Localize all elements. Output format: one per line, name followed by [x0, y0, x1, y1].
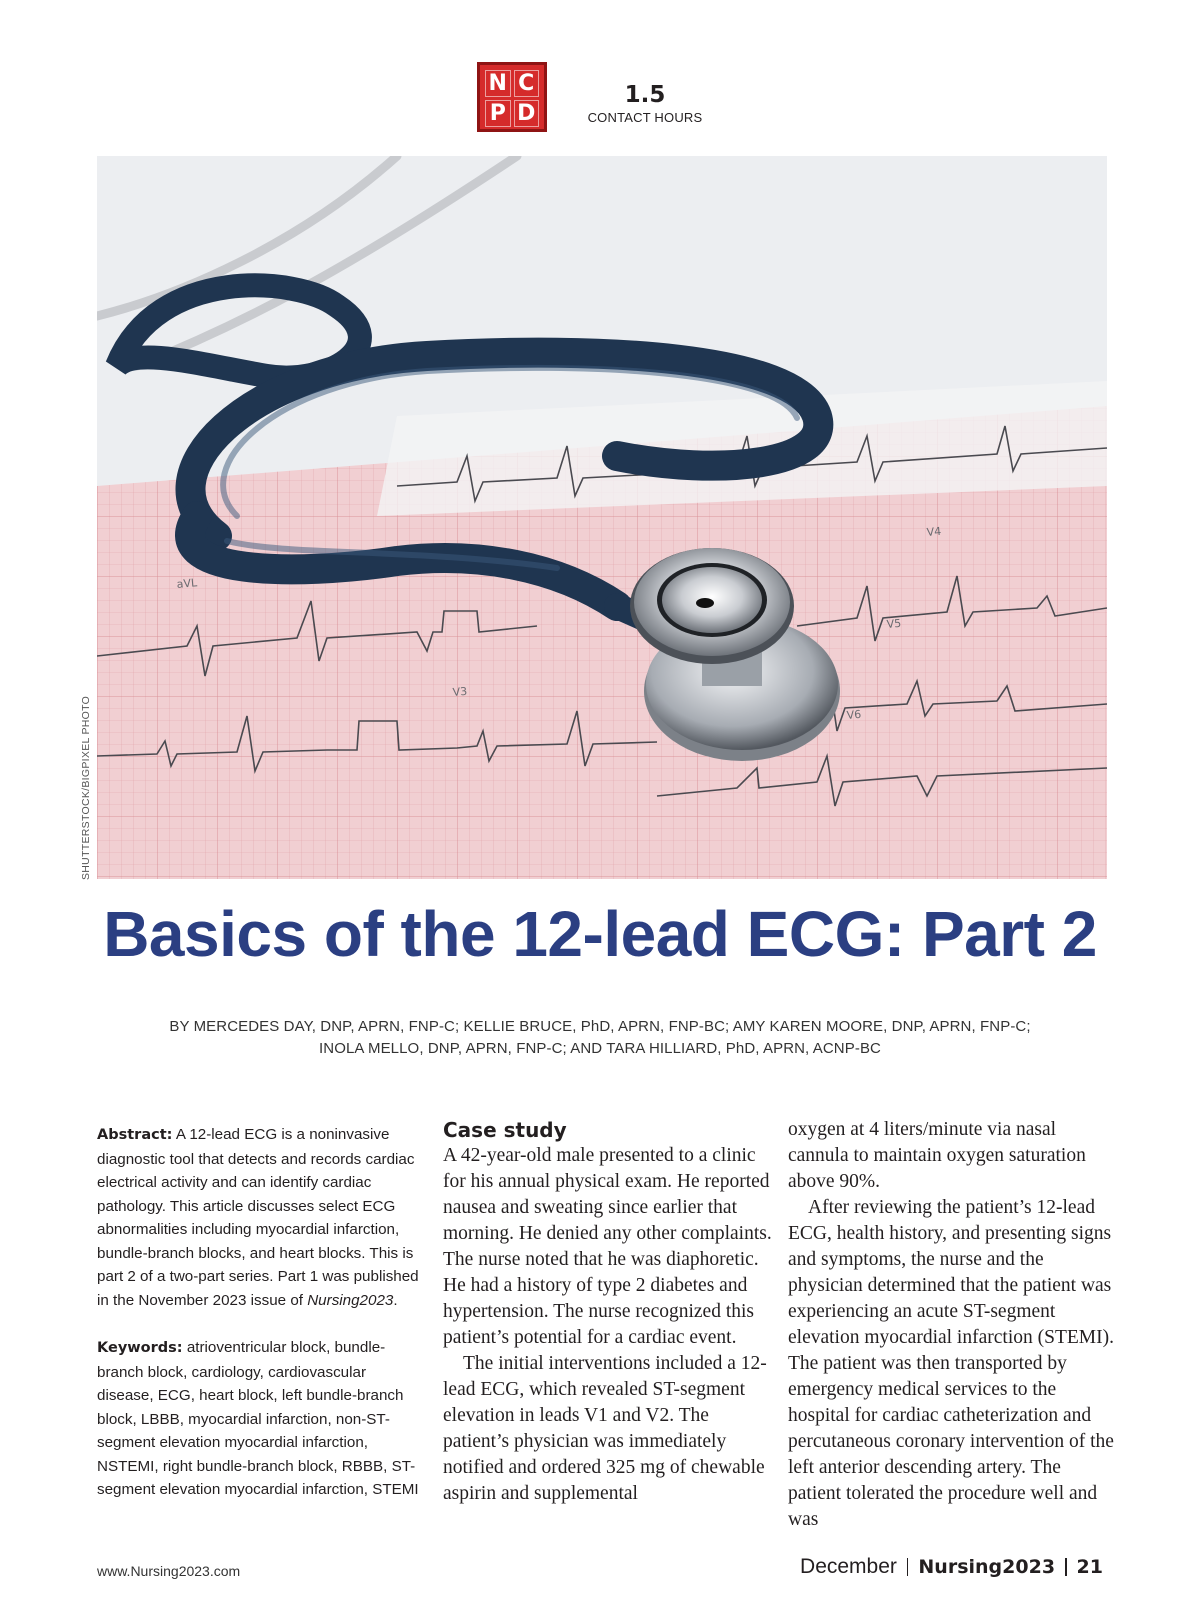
lead-label: V3 [452, 684, 468, 699]
body-paragraph: oxygen at 4 liters/minute via nasal cannula to maintain oxygen saturation above 90%. [788, 1119, 1086, 1192]
abstract-end: . [393, 1291, 398, 1309]
footer-magazine: Nursing2023 [918, 1556, 1056, 1578]
byline-line: INOLA MELLO, DNP, APRN, FNP-C; AND TARA HILLIARD, PhD, APRN, ACNP-BC [319, 1040, 881, 1057]
article-title: Basics of the 12-lead ECG: Part 2 [103, 898, 1097, 970]
footer-divider [1065, 1558, 1067, 1576]
footer-website: www.Nursing2023.com [97, 1563, 241, 1579]
case-study-heading: Case study [443, 1118, 567, 1142]
footer-folio [800, 1555, 1103, 1579]
footer-divider [907, 1558, 909, 1576]
photo-credit: SHUTTERSTOCK/BIGPIXEL PHOTO [80, 695, 92, 880]
logo-letter: P [485, 100, 511, 127]
body-paragraph: A 42-year-old male presented to a clinic for his annual physical exam. He reported nausea and sweating since earlier that morning. He denied any other complaints. The nurse noted that he was diaphoretic. He had a history of type 2 diabetes and hypertension. The nurse recognized this patient’s potential for a cardiac event. [443, 1145, 772, 1348]
contact-hours-label: CONTACT HOURS [587, 110, 703, 125]
keywords [97, 1336, 419, 1502]
body-paragraph: After reviewing the patient’s 12-lead ECG, health history, and presenting signs and symptoms, the nurse and the physician determined that the patient was experiencing an acute ST-segment elevation myocardial infarction (STEMI). The patient was then transported by emergency medical services to the hospital for cardiac catheterization and percutaneous coronary intervention of the left anterior descending artery. The patient tolerated the procedure well and was [788, 1197, 1114, 1530]
body-column-2 [443, 1117, 773, 1507]
byline-line: BY MERCEDES DAY, DNP, APRN, FNP-C; KELLIE BRUCE, PhD, APRN, FNP-BC; AMY KAREN MOORE, DNP, APRN, FNP-C; [169, 1018, 1031, 1035]
abstract-text: A 12-lead ECG is a noninvasive diagnostic tool that detects and records cardiac electrical activity and can identify cardiac pathology. This article discusses select ECG abnormalities including myocardial infarction, bundle-branch blocks, and heart blocks. This is part 2 of a two-part series. Part 1 was published in the November 2023 issue of [97, 1126, 419, 1309]
lead-label: V4 [926, 524, 942, 539]
abstract [97, 1123, 419, 1312]
logo-letter: C [514, 70, 540, 97]
lead-label: V5 [886, 616, 902, 631]
stethoscope-ecg-photo [97, 156, 1107, 879]
body-column-3 [788, 1117, 1118, 1533]
lead-label: aVL [176, 576, 198, 591]
abstract-label: Abstract: [97, 1127, 173, 1143]
byline [100, 1016, 1100, 1060]
footer-month: December [800, 1555, 897, 1578]
page-number: 21 [1076, 1556, 1103, 1578]
keywords-text: atrioventricular block, bundle-branch block, cardiology, cardiovascular disease, ECG, heart block, left bundle-branch block, LBBB, myocardial infarction, non-ST-segment elevation myocardial infarction, NSTEMI, right bundle-branch block, RBBB, ST-segment elevation myocardial infarction, STEMI [97, 1339, 419, 1498]
lead-label: V6 [846, 707, 862, 722]
contact-hours [575, 82, 715, 125]
abstract-journal: Nursing2023 [307, 1291, 394, 1309]
logo-letter: N [485, 70, 511, 97]
logo-letter: D [514, 100, 540, 127]
contact-hours-value: 1.5 [624, 82, 666, 108]
body-paragraph: The initial interventions included a 12-lead ECG, which revealed ST-segment elevation in leads V1 and V2. The patient’s physician was immediately notified and ordered 325 mg of chewable aspirin and supplemental [443, 1353, 767, 1504]
abstract-column [97, 1123, 419, 1502]
ncpd-logo [477, 62, 547, 132]
photo-illustration [97, 156, 1107, 879]
keywords-label: Keywords: [97, 1340, 183, 1356]
